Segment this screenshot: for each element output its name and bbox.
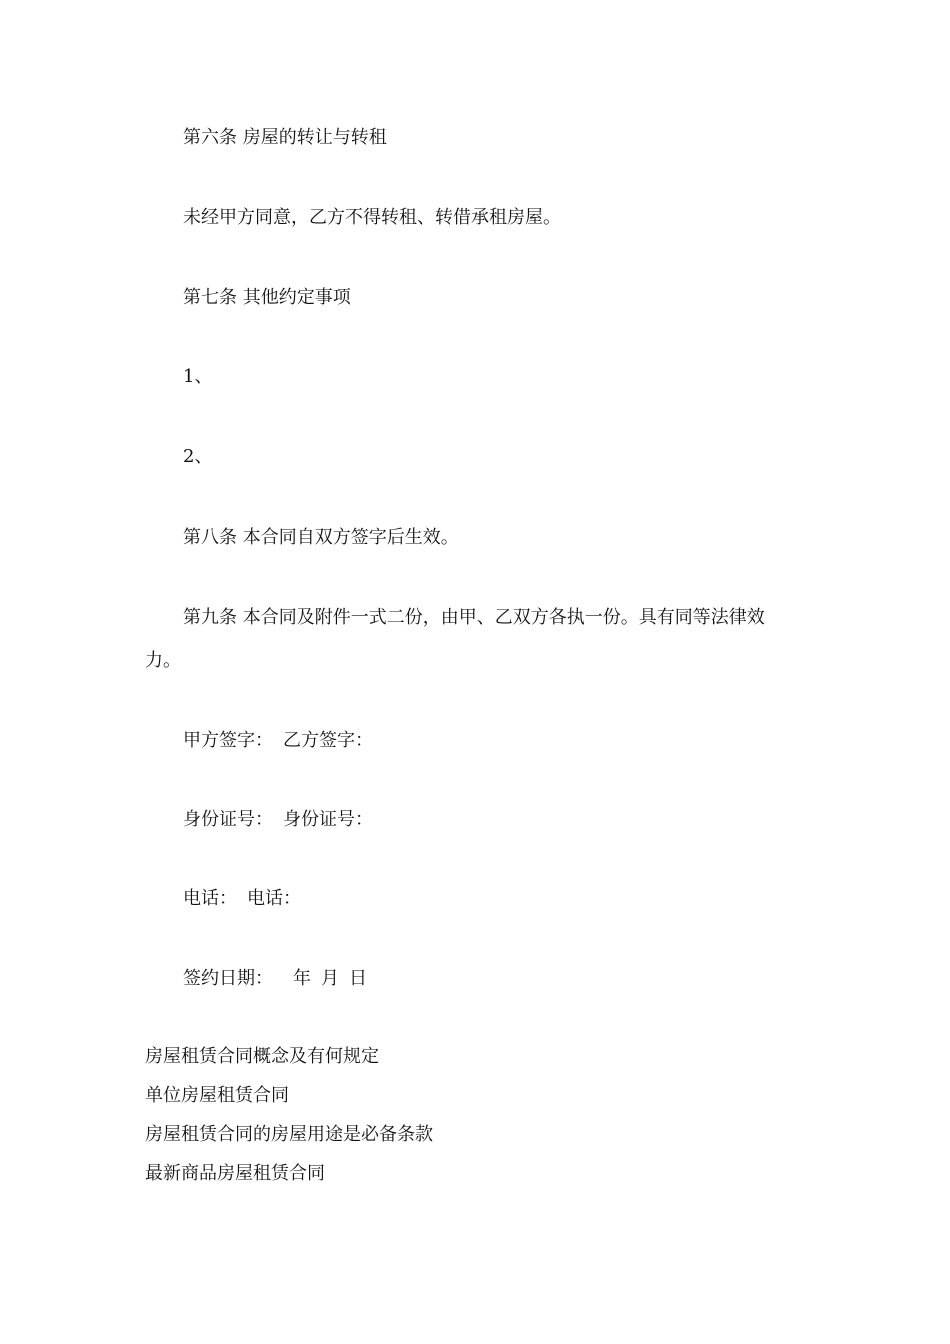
item-2: 2、 xyxy=(183,446,213,467)
date-year: 年 xyxy=(293,968,311,989)
article9-line1: 第九条 本合同及附件一式二份，由甲、乙双方各执一份。具有同等法律效 xyxy=(183,607,765,628)
date-month: 月 xyxy=(321,968,339,989)
id-number-row xyxy=(183,807,373,833)
article6-heading: 第六条 房屋的转让与转租 xyxy=(183,127,387,148)
party-a-phone-label: 电话： xyxy=(183,888,237,909)
party-a-sign-label: 甲方签字： xyxy=(183,730,273,751)
article8: 第八条 本合同自双方签字后生效。 xyxy=(183,527,459,548)
date-day: 日 xyxy=(349,968,367,989)
article7-heading: 第七条 其他约定事项 xyxy=(183,287,351,308)
phone-row xyxy=(183,886,301,912)
party-a-id-label: 身份证号： xyxy=(183,809,273,830)
signature-row xyxy=(183,728,373,754)
party-b-phone-label: 电话： xyxy=(247,888,301,909)
related-link-3[interactable]: 房屋租赁合同的房屋用途是必备条款 xyxy=(145,1124,433,1145)
article6-text: 未经甲方同意，乙方不得转租、转借承租房屋。 xyxy=(183,207,561,228)
sign-date-row xyxy=(183,966,367,992)
article9-line2: 力。 xyxy=(145,650,181,671)
party-b-sign-label: 乙方签字： xyxy=(283,730,373,751)
sign-date-label: 签约日期： xyxy=(183,968,273,989)
related-link-4[interactable]: 最新商品房屋租赁合同 xyxy=(145,1163,325,1184)
related-link-2[interactable]: 单位房屋租赁合同 xyxy=(145,1085,289,1106)
item-1: 1、 xyxy=(183,366,213,387)
party-b-id-label: 身份证号： xyxy=(283,809,373,830)
related-link-1[interactable]: 房屋租赁合同概念及有何规定 xyxy=(145,1046,379,1067)
